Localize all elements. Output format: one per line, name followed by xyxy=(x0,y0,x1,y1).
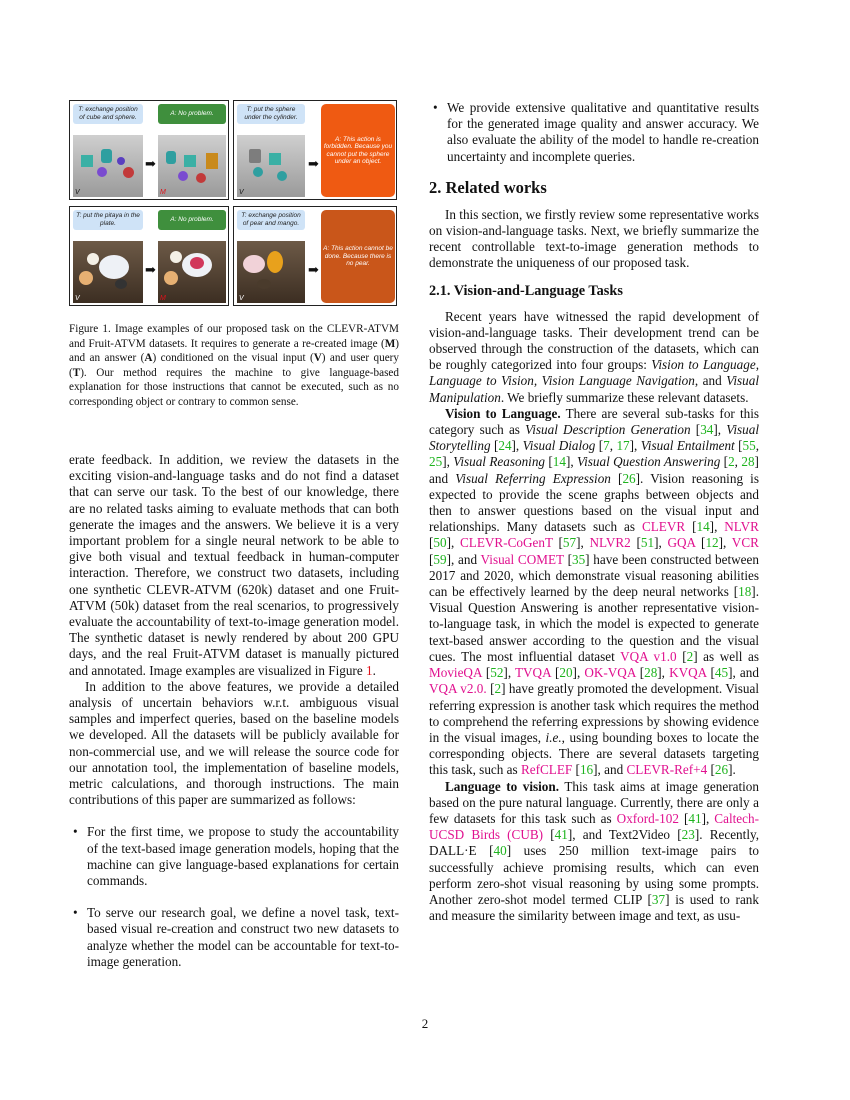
figure-1 xyxy=(69,100,397,310)
output-image xyxy=(158,135,226,197)
dataset-link[interactable]: VQA v1.0 xyxy=(620,648,677,664)
citation-link[interactable]: 24 xyxy=(498,438,512,454)
citation-link[interactable]: 26 xyxy=(622,470,636,486)
sphere-object xyxy=(123,167,134,178)
paragraph xyxy=(429,309,759,406)
paragraph: Language to vision. This task aims at image generation based on the pure natural language. Currently, there are only a few datasets for this task such as Oxford-102 [41], Caltech-UCSD Birds (CUB) [41], and Text2Video [23]. Recently, DALL·E [40] uses 250 million text-image pairs to successfully achieve promising results, which can even perform zero-shot visual reasoning by using some prompts. Another zero-shot model termed CLIP [37] is used to rank and measure the similarity between image and text, as usu- xyxy=(429,778,760,924)
dataset-link[interactable]: VQA v2.0. xyxy=(429,681,487,697)
sphere-object xyxy=(253,167,263,177)
dataset-link[interactable]: OK-VQA xyxy=(584,665,636,681)
paragraph-italic: Visual Manipulation xyxy=(429,373,759,405)
paragraph-italic: Visual Description Generation xyxy=(525,422,691,438)
paragraph-text: This task aims at image generation based on the pure natural language. Currently, there are only a few datasets for this task such as xyxy=(429,778,759,826)
figure-panel-fruit-accepted xyxy=(69,206,229,306)
citation-link[interactable]: 40 xyxy=(493,843,507,859)
right-column xyxy=(429,100,759,924)
arrow-icon: ➡ xyxy=(145,262,156,277)
fruit-object xyxy=(243,255,265,273)
arrow-icon: ➡ xyxy=(308,156,319,171)
paragraph-text: Recent years have witnessed the rapid development of vision-and-language tasks. Their development trend can be observed through the construction of the datasets, which can be roughly categorized into four groups: xyxy=(429,308,759,373)
paragraph-heading: Language to vision. xyxy=(445,778,560,794)
answer-bubble-rejected: A: This action is forbidden. Because you cannot put the sphere under an object. xyxy=(321,104,395,197)
caption-bold: V xyxy=(313,352,322,365)
paragraph-text: . We briefly summarize these relevant datasets. xyxy=(500,389,749,405)
paragraph-text: have been constructed between 2017 and 2020, which demonstrate visual reasoning abilities can be effectively learned by the deep neural networks [ xyxy=(429,551,759,600)
answer-bubble: A: No problem. xyxy=(158,104,226,124)
paragraph-italic: Visual Dialog xyxy=(522,438,596,454)
caption-text: ) and an answer ( xyxy=(69,337,399,365)
sphere-object xyxy=(196,173,206,183)
citation-link[interactable]: 28 xyxy=(741,454,755,470)
fruit-object xyxy=(79,271,93,285)
citation-link[interactable]: 23 xyxy=(681,827,695,843)
caption-text: Image examples of our proposed task on the CLEVR-ATVM and Fruit-ATVM datasets. It requires to generate a re-created image ( xyxy=(69,323,399,350)
paragraph-text: ] is used to rank and measure the similarity between image and text, as usu- xyxy=(429,891,759,924)
paragraph-text: have greatly promoted the development. Visual referring expression is another task which requires the method to comprehend the referring expressions by showing evidence in the visual images, xyxy=(429,681,759,745)
paragraph-text: . xyxy=(372,662,376,678)
left-column xyxy=(69,452,399,970)
list-item-text: We provide extensive qualitative and quantitative results for the generated image quality and answer accuracy. We also evaluate the ability of the model to handle re-creation uncertainty and incomplete queries. xyxy=(447,100,759,164)
citation-link[interactable]: 17 xyxy=(616,438,630,454)
answer-bubble: A: No problem. xyxy=(158,210,226,230)
arrow-icon: ➡ xyxy=(145,156,156,171)
paragraph-italic: Visual Reasoning xyxy=(453,454,546,470)
citation-link[interactable]: 25 xyxy=(429,454,443,470)
caption-text: ). Our method requires the machine to give language-based explanation for those instructions that cannot be executed, such as no corresponding object or contrary to common sense. xyxy=(69,366,399,408)
query-bubble: T: put the pitaya in the plate. xyxy=(73,210,143,230)
cube-object xyxy=(206,153,218,169)
paragraph-text: ] uses 250 million text-image pairs to successfully achieve promising results, which can even perform zero-shot visual reasoning by using some prompts. Another zero-shot model termed CLIP [ xyxy=(429,843,760,907)
sphere-object xyxy=(97,167,107,177)
caption-label: Figure 1. xyxy=(69,323,111,335)
query-bubble: T: put the sphere under the cylinder. xyxy=(237,104,305,124)
figure-panel-clevr-accepted xyxy=(69,100,229,200)
mango-object xyxy=(267,251,283,273)
citation-link[interactable]: 35 xyxy=(571,551,586,567)
sphere-object xyxy=(117,157,125,165)
arrow-icon: ➡ xyxy=(308,262,319,277)
input-image xyxy=(73,135,143,197)
v-label: V xyxy=(75,189,80,196)
dataset-link[interactable]: TVQA xyxy=(514,665,551,681)
subsection-heading: 2.1. Vision-and-Language Tasks xyxy=(429,282,623,299)
contribution-list xyxy=(429,100,759,165)
figure-row-fruit xyxy=(69,206,397,306)
cube-object xyxy=(184,155,196,167)
citation-link[interactable]: 14 xyxy=(696,519,710,535)
citation-link[interactable]: 55 xyxy=(742,438,756,454)
dataset-link[interactable]: VCR xyxy=(731,535,759,551)
figure-link[interactable]: 1 xyxy=(365,662,373,678)
caption-text: ) and user query ( xyxy=(69,352,399,379)
bullet-icon: • xyxy=(73,905,78,921)
citation-link[interactable]: 7 xyxy=(603,438,610,454)
answer-bubble-rejected: A: This action cannot be done. Because there is no pear. xyxy=(321,210,395,303)
input-image xyxy=(73,241,143,303)
fruit-object xyxy=(170,251,182,263)
input-image xyxy=(237,241,305,303)
cube-object xyxy=(269,153,281,165)
caption-bold: M xyxy=(384,337,396,350)
citation-link[interactable]: 12 xyxy=(705,535,719,551)
paragraph-italic: Vision to Language, Language to Vision, Vision Language Navigation xyxy=(429,357,759,389)
cylinder-object xyxy=(166,151,176,164)
cylinder-object xyxy=(101,149,112,163)
citation-link[interactable]: 20 xyxy=(559,665,573,681)
dataset-link[interactable]: CLEVR xyxy=(641,519,686,535)
list-item-text: To serve our research goal, we define a novel task, text-based visual re-creation and construct two new datasets to analyze whether the model can be accountable for text-to-image generation. xyxy=(87,905,399,969)
caption-bold: T xyxy=(72,366,81,379)
plate-object xyxy=(99,255,129,279)
dataset-link[interactable]: Visual COMET xyxy=(480,551,564,567)
citation-link[interactable]: 41 xyxy=(688,810,702,826)
citation-link[interactable]: 41 xyxy=(554,827,568,843)
query-bubble: T: exchange position of cube and sphere. xyxy=(73,104,143,124)
citation-link[interactable]: 45 xyxy=(714,665,729,681)
dataset-link[interactable]: CLEVR-Ref+4 xyxy=(626,762,708,778)
query-bubble: T: exchange position of pear and mango. xyxy=(237,210,305,230)
paragraph xyxy=(69,452,399,679)
dataset-link[interactable]: KVQA xyxy=(669,665,707,681)
paragraph-italic: Visual Referring Expression xyxy=(455,470,611,486)
pitaya-object xyxy=(190,257,204,269)
v-label: V xyxy=(239,295,244,302)
figure-panel-clevr-rejected xyxy=(233,100,397,200)
dataset-link[interactable]: NLVR xyxy=(724,519,759,535)
bullet-icon: • xyxy=(433,100,438,115)
list-item xyxy=(69,905,399,970)
section-heading: 2. Related works xyxy=(429,177,547,197)
citation-link[interactable]: 26 xyxy=(714,762,729,778)
list-item xyxy=(69,824,399,889)
paragraph-text: erate feedback. In addition, we review the datasets in the exciting vision-and-language tasks and do not find a dataset that can serve our task. To the best of our knowledge, there are no related tasks aiming to evaluate methods that can both generate the images and the answers. We believe it is a very important problem for a single neural network to be able to give both visual and textual feedback in human-computer interaction. Therefore, we construct two datasets, including one synthetic CLEVR-ATVM (620k) dataset and one Fruit-ATVM (50k) dataset from the real scenarios, to progressively evaluate the accountability of text-to-image generation model. The synthetic dataset is newly rendered by about 200 GPU days, and the real Fruit-ATVM dataset is manually pictured and annotated. Image examples are visualized in Figure xyxy=(69,452,399,678)
citation-link[interactable]: 2 xyxy=(728,454,735,470)
citation-link[interactable]: 37 xyxy=(651,891,666,907)
dataset-link[interactable]: MovieQA xyxy=(429,665,482,681)
sphere-object xyxy=(178,171,188,181)
citation-link[interactable]: 59 xyxy=(433,551,447,567)
dataset-link[interactable]: Oxford-102 xyxy=(616,810,679,826)
citation-link[interactable]: 50 xyxy=(433,535,447,551)
citation-link[interactable]: 2 xyxy=(494,681,502,697)
citation-link[interactable]: 52 xyxy=(490,665,504,681)
dataset-link[interactable]: NLVR2 xyxy=(589,535,631,551)
citation-link[interactable]: 14 xyxy=(552,454,566,470)
dataset-link[interactable]: CLEVR-CoGenT xyxy=(460,535,553,551)
citation-link[interactable]: 51 xyxy=(640,535,655,551)
citation-link[interactable]: 16 xyxy=(579,762,594,778)
citation-link[interactable]: 2 xyxy=(686,648,694,664)
dataset-link[interactable]: Caltech-UCSD Birds (CUB) xyxy=(429,810,759,843)
paragraph-text: , using bounding boxes to locate the corresponding objects. There are several datasets targeting this task, such as xyxy=(429,729,760,778)
paragraph: In this section, we firstly review some representative works on vision-and-language tasks. Next, we briefly summarize the recent controllable text-to-image generation methods to demonstrate the uniqueness of our proposed task. xyxy=(429,206,759,271)
fruit-object xyxy=(115,279,127,289)
paragraph-text: ]. Recently, DALL·E [ xyxy=(429,827,760,859)
fruit-object xyxy=(164,271,178,285)
list-item-text: For the first time, we propose to study the accountability of the text-based image generation models, hoping that the machine can give language-based explanations for certain commands. xyxy=(87,824,399,889)
v-label: V xyxy=(239,189,244,196)
paragraph-italic: Visual Entailment xyxy=(640,438,735,454)
citation-link[interactable]: 34 xyxy=(700,422,714,438)
cylinder-object xyxy=(249,149,261,163)
m-label: M xyxy=(160,295,166,302)
dataset-link[interactable]: GQA xyxy=(667,535,696,551)
v-label: V xyxy=(75,295,80,302)
citation-link[interactable]: 18 xyxy=(738,584,752,600)
list-item xyxy=(429,100,759,165)
output-image xyxy=(158,241,226,303)
paragraph: Vision to Language. There are several sub-tasks for this category such as Visual Description Generation [34], Visual Storytelling [24], Visual Dialog [7, 17], Visual Entailment [55, 25], Visual Reasoning [14], Visual Question Answering [2, 28] and Visual Referring Expression [26]. Vision reasoning is expected to provide the scene graphs between objects and then to answer questions based on the visual input and relationships. Many datasets such as CLEVR [14], NLVR [50], CLEVR-CoGenT [57], NLVR2 [51], GQA [12], VCR [59], and Visual COMET [35] have been constructed between 2017 and 2020, which demonstrate visual reasoning abilities can be effectively learned by the deep neural networks [18]. Visual Question Answering is another representative vision-to-language task, in which the model is expected to generate text-based answer according to the question and the visual cues. The most influential dataset VQA v1.0 [2] as well as MovieQA [52], TVQA [20], OK-VQA [28], KVQA [45], and VQA v2.0. [2] have greatly promoted the development. Visual referring expression is another task which requires the method to comprehend the referring expressions by showing evidence in the visual images, i.e., using bounding boxes to locate the corresponding objects. There are several datasets targeting this task, such as RefCLEF [16], and CLEVR-Ref+4 [26]. xyxy=(429,405,760,778)
citation-link[interactable]: 57 xyxy=(562,535,577,551)
cube-object xyxy=(81,155,93,167)
dataset-link[interactable]: RefCLEF xyxy=(520,762,573,778)
paragraph-heading: Vision to Language. xyxy=(445,405,561,421)
caption-text: ) conditioned on the visual input ( xyxy=(152,352,314,365)
input-image xyxy=(237,135,305,197)
contribution-list xyxy=(69,824,399,970)
sphere-object xyxy=(277,171,287,181)
paragraph-italic: Visual Storytelling xyxy=(429,422,759,454)
paragraph-text: . Vision reasoning is expected to provide the scene graphs between objects and then to answer questions based on the visual input and relationships. Many datasets such as xyxy=(429,470,759,535)
figure-row-clevr xyxy=(69,100,397,200)
paragraph-italic: i.e. xyxy=(545,729,562,745)
page-number: 2 xyxy=(421,1016,429,1031)
m-label: M xyxy=(160,189,166,196)
bullet-icon: • xyxy=(73,824,78,840)
fruit-object xyxy=(87,253,99,265)
paragraph: In addition to the above features, we provide a detailed analysis of uncertain behaviors w.r.t. ambiguous visual samples and imperfect queries, based on the baseline models we developed. All the datasets will be publicly available for non-commercial use, and we will release the source code for our annotation tool, the implementation of baseline models, metric calculations, and thorough instructions. The main contributions of this paper are summarized as follows: xyxy=(69,678,399,808)
figure-panel-fruit-rejected xyxy=(233,206,397,306)
paragraph-italic: Visual Question Answering xyxy=(577,454,721,470)
fruit-object xyxy=(257,279,271,289)
caption-bold: A xyxy=(144,352,153,365)
figure-caption xyxy=(69,322,399,410)
citation-link[interactable]: 28 xyxy=(644,665,658,681)
paragraph-text: , and Text2Video [ xyxy=(572,827,682,843)
paragraph-text: ]. Visual Question Answering is another representative vision-to-language task, in which the model is expected to generate text-based answer according to the question and the visual cues. The most influential dataset xyxy=(429,584,759,664)
paragraph-text: , and xyxy=(694,373,727,389)
paragraph-text: There are several sub-tasks for this category such as xyxy=(429,405,759,438)
